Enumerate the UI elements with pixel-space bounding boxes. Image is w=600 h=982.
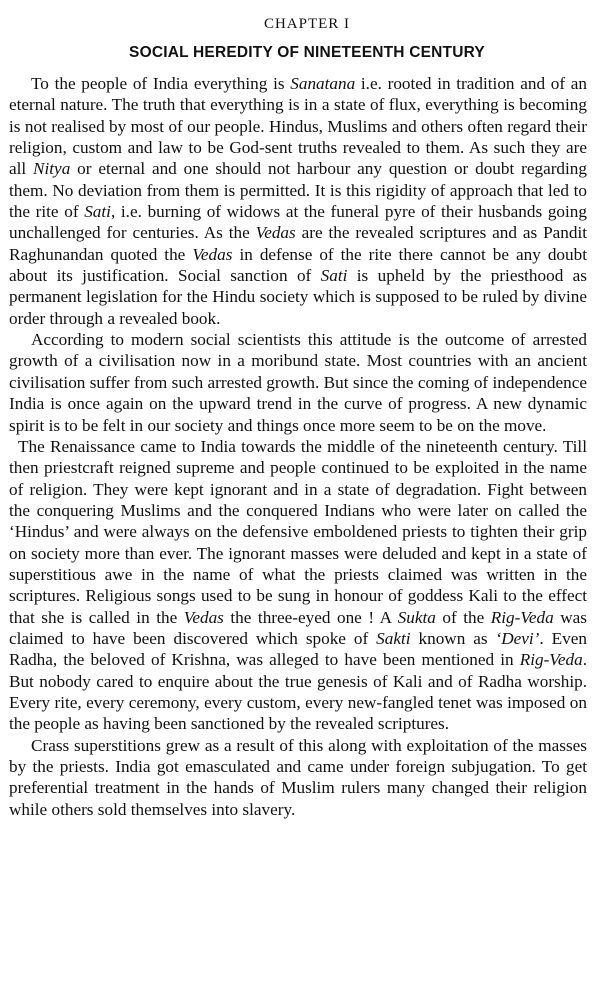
chapter-title: SOCIAL HEREDITY OF NINETEENTH CENTURY — [129, 44, 485, 61]
text-run: Crass superstitions grew as a result of this along with exploitation of the masses by the priests. India got emasculated and came under foreign subjugation. To get preferential treatment in the hands of Muslim rulers many changed their religion while others sold themselves into slavery. — [9, 735, 587, 819]
italic-term: Nitya — [33, 159, 71, 179]
chapter-label: CHAPTER I — [263, 16, 351, 32]
italic-term: Sukta — [397, 607, 436, 627]
italic-term: Rig-Veda — [519, 650, 583, 670]
text-run: i.e. rooted in tradition and of an eternal nature. The truth that everything is in a state of flux, everything is becoming is not realised by most of our people. Hindus, Muslims and others often regard their religion, custom and law to be God-sent truths revealed to them. As such they are all — [9, 74, 587, 179]
italic-term: Rig-Veda — [490, 607, 554, 627]
italic-term: ‘Devi’ — [495, 628, 540, 648]
italic-term: Vedas — [255, 223, 296, 243]
text-run: . Even Radha, the beloved of Krishna, was alleged to have been mentioned in — [9, 628, 587, 670]
text-run: According to modern social scientists this attitude is the outcome of arrested growth of a civilisation now in a moribund state. Most countries with an ancient civilisation suffer from such arrested growth. But since the coming of independence India is once again on the upward trend in the curve of progress. A new dynamic spirit is to be felt in our society and things once more seem to be on the move. — [9, 330, 587, 435]
text-run: or eternal and one should not harbour any question or doubt regarding them. No deviation from them is permitted. It is this rigidity of approach that led to the rite of — [9, 159, 587, 222]
text-run: known as — [410, 628, 496, 648]
text-run: . But nobody cared to enquire about the true genesis of Kali and of Radha worship. Every rite, every ceremony, every custom, every new-fangled tenet was imposed on the people as having been sanctioned by the revealed scriptures. — [9, 650, 587, 734]
italic-term: Vedas — [192, 244, 233, 264]
italic-term: Sati — [84, 202, 111, 222]
italic-term: Sati — [320, 266, 348, 286]
paragraph-4 — [9, 735, 587, 820]
paragraph-2 — [9, 329, 587, 436]
italic-term: Sanatana — [290, 74, 356, 93]
text-run: The Renaissance came to India towards the middle of the nineteenth century. Till then priestcraft reigned supreme and people continued to be exploited in the name of religion. They were kept ignorant and in a state of degradation. Fight between the conquering Muslims and the conquered Indians who were later on called the ‘Hindus’ and were always on the defensive emboldened priests to tighten their grip on society more than ever. The ignorant masses were deluded and kept in a state of superstitious awe in the name of what the priests claimed was written in the scriptures. Religious songs used to be sung in honour of goddess Kali to the effect that she is called in the — [9, 436, 587, 627]
text-run: is upheld by the priesthood as permanent legislation for the Hindu society which is supposed to be ruled by divine order through a revealed book. — [9, 266, 587, 328]
paragraph-3 — [9, 436, 587, 735]
italic-term: Vedas — [183, 607, 224, 627]
text-run: the three-eyed one ! A — [223, 607, 398, 627]
text-run: of the — [435, 607, 491, 627]
text-run: , i.e. burning of widows at the funeral pyre of their husbands going unchallenged for centuries. As the — [9, 202, 587, 243]
text-run: To the people of India everything is — [31, 74, 291, 93]
italic-term: Sakti — [376, 628, 411, 648]
text-run: was claimed to have been discovered which spoke of — [9, 607, 587, 648]
text-run: are the revealed scriptures and as Pandit Raghunandan quoted the — [9, 223, 588, 264]
text-run: in defense of the rite there cannot be any doubt about its justification. Social sanction of — [9, 244, 587, 286]
paragraph-1 — [9, 73, 587, 329]
book-page — [9, 14, 587, 820]
